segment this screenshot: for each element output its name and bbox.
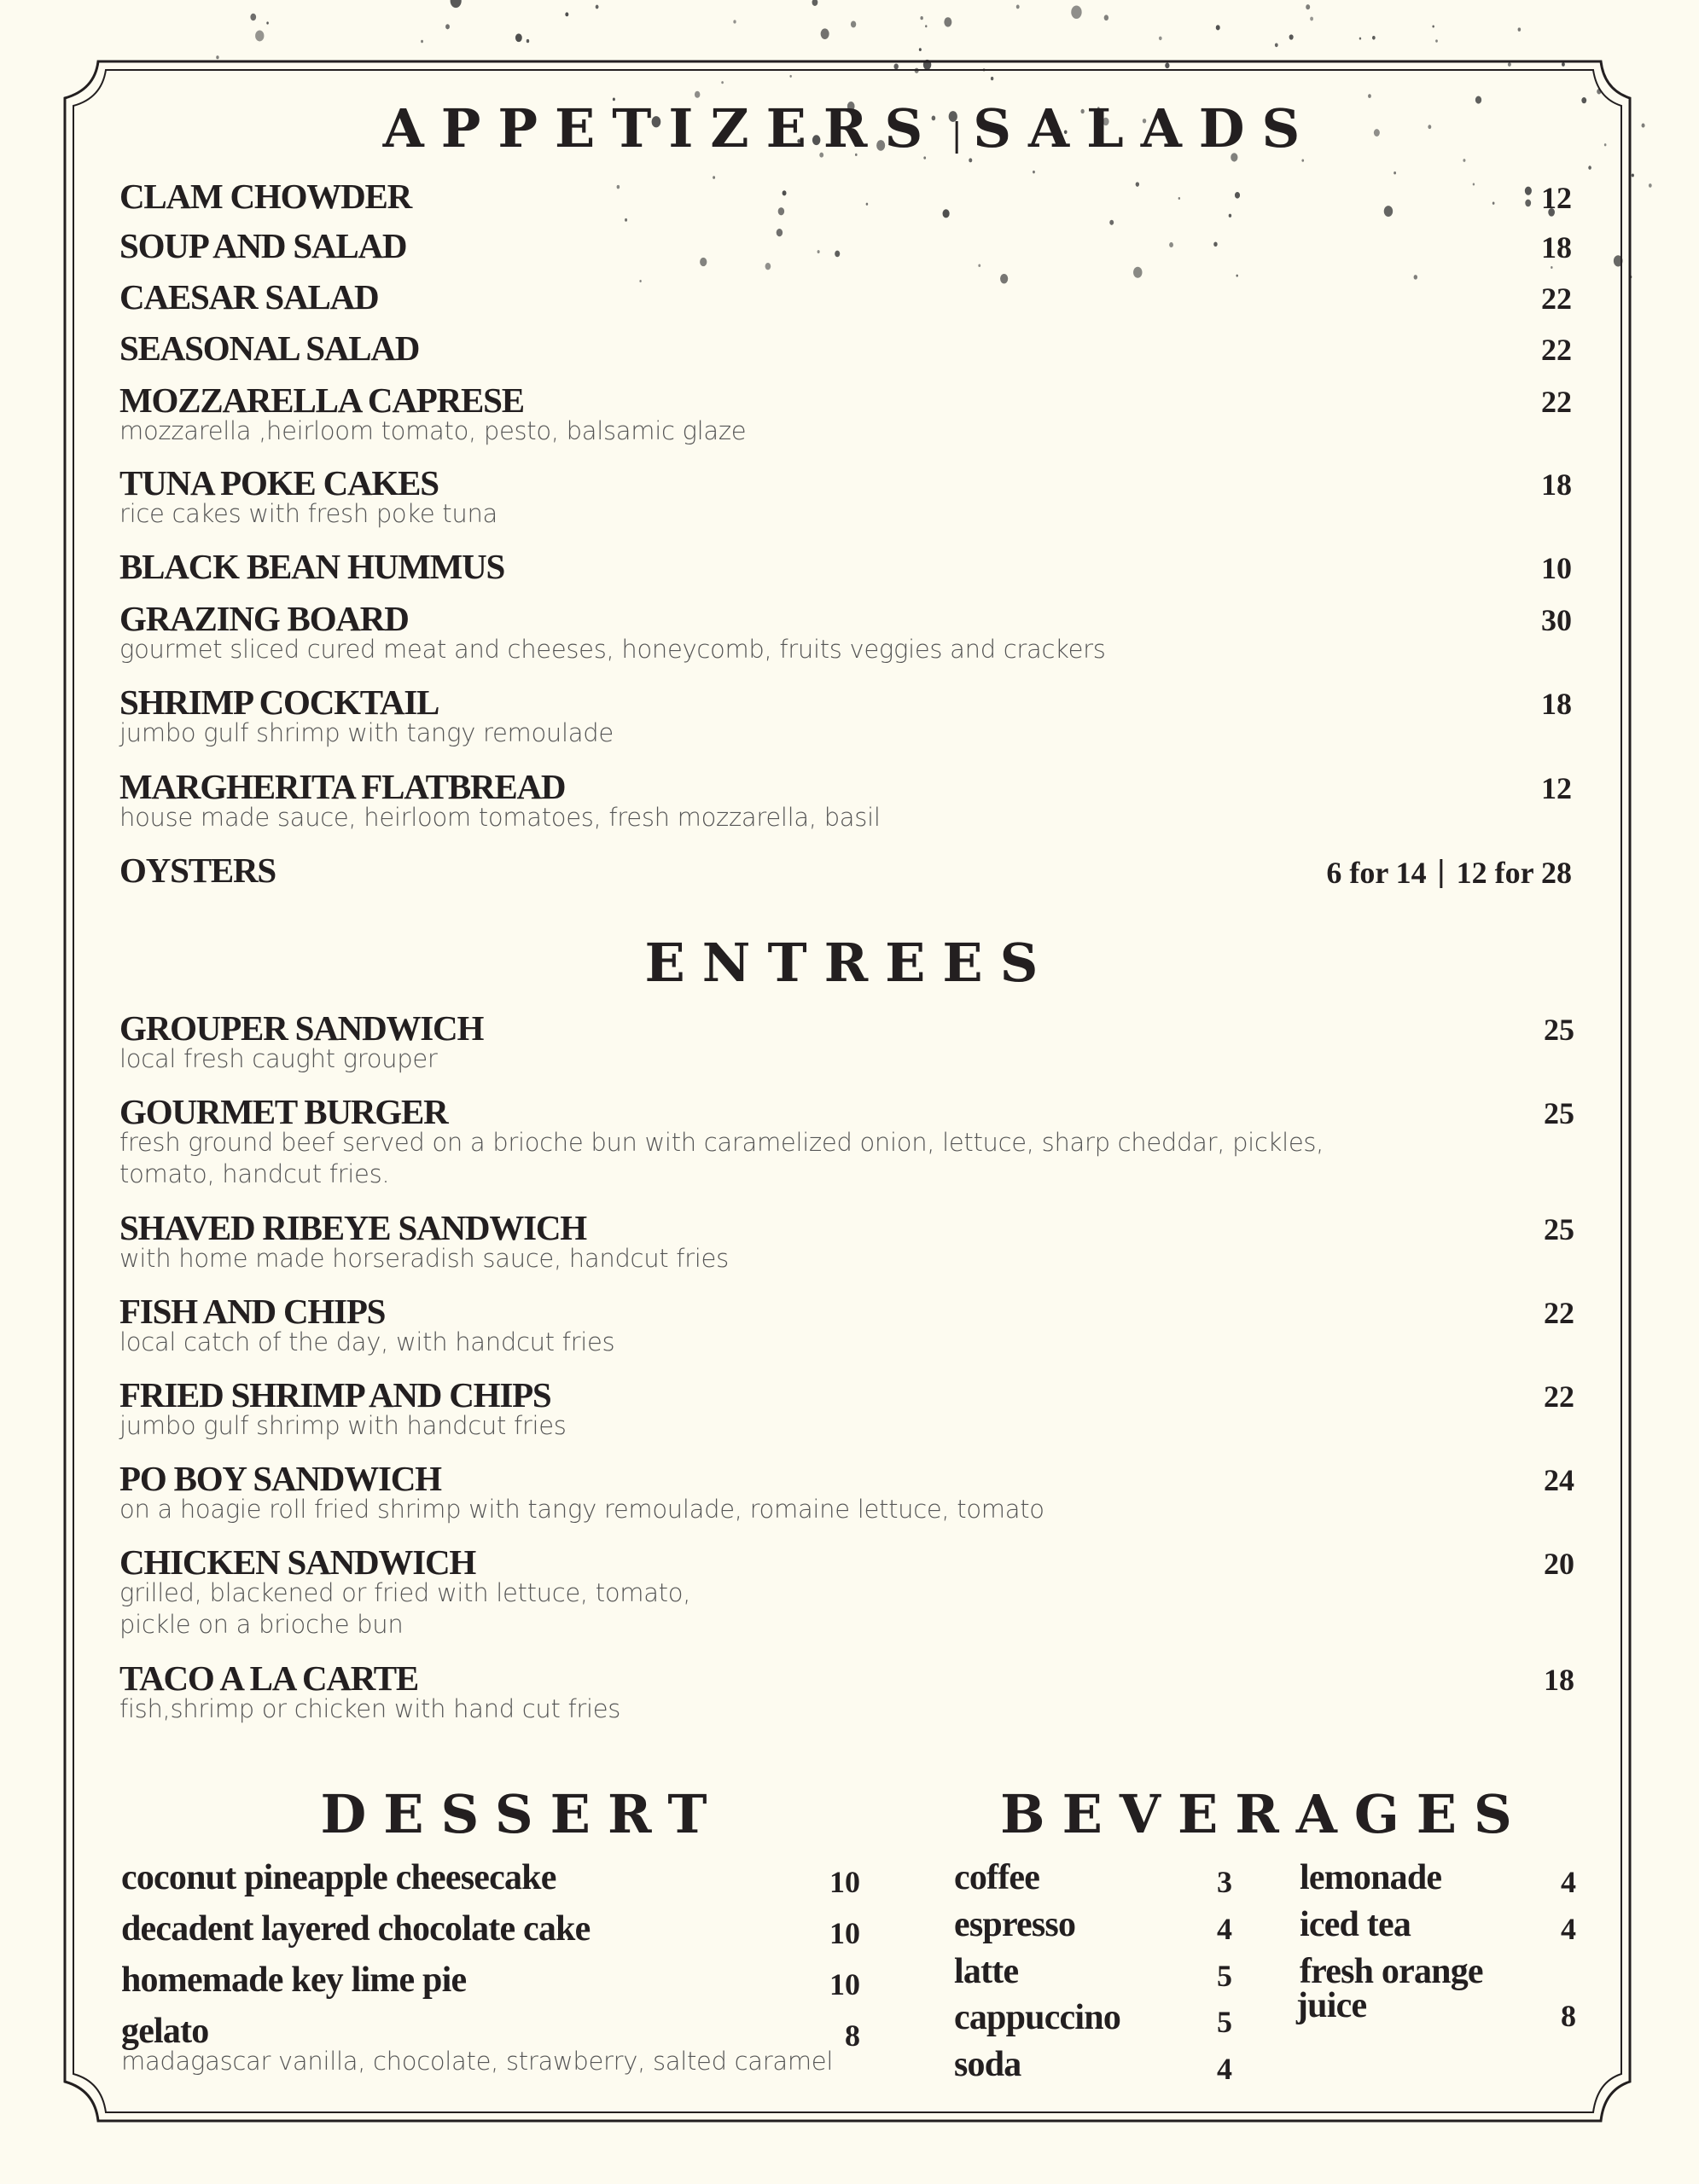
menu-item-name: homemade key lime pie [121, 1960, 467, 2000]
menu-item-description: jumbo gulf shrimp with handcut fries [119, 1411, 567, 1440]
menu-item-name: iced tea [1300, 1905, 1411, 1944]
menu-item-description: mozzarella ,heirloom tomato, pesto, balsamic glaze [119, 416, 747, 445]
menu-item-price: 24 [1544, 1463, 1574, 1497]
beverages-heading: BEVERAGES [1000, 1783, 1529, 1845]
menu-item-description: pickle on a brioche bun [119, 1610, 404, 1639]
menu-item-name: OYSTERS [119, 851, 276, 890]
menu-item-name: SHAVED RIBEYE SANDWICH [119, 1208, 586, 1247]
menu-item-name: CLAM CHOWDER [119, 177, 412, 216]
salads-title: SALADS [973, 97, 1318, 160]
menu-item-price: 10 [829, 1916, 860, 1950]
menu-item-name: cappuccino [954, 1998, 1121, 2037]
price-divider [1440, 859, 1443, 888]
oysters-price [1326, 857, 1572, 888]
menu-item-description: local catch of the day, with handcut fries [119, 1327, 615, 1356]
menu-item-price: 22 [1544, 1296, 1574, 1330]
menu-item-price: 18 [1544, 1663, 1574, 1697]
menu-item-name: SHRIMP COCKTAIL [119, 682, 439, 722]
menu-item-name: coconut pineapple cheesecake [121, 1858, 556, 1897]
menu-item-price: 22 [1541, 282, 1572, 316]
menu-item-name: soda [954, 2045, 1021, 2084]
menu-item-description: fresh ground beef served on a brioche bun with caramelized onion, lettuce, sharp cheddar, pickles, [119, 1128, 1324, 1157]
menu-item-price: 22 [1544, 1380, 1574, 1414]
menu-item-price: 5 [1217, 1959, 1232, 1993]
menu-item-name: GOURMET BURGER [119, 1092, 448, 1131]
menu-item-name: lemonade [1300, 1858, 1442, 1897]
menu-item-name: TACO A LA CARTE [119, 1658, 419, 1698]
menu-item-price: 12 [1541, 771, 1572, 805]
menu-item-description: with home made horseradish sauce, handcut fries [119, 1244, 729, 1273]
menu-item-name: BLACK BEAN HUMMUS [119, 547, 505, 586]
dessert-heading: DESSERT [320, 1783, 724, 1845]
menu-item-price: 12 [1541, 181, 1572, 215]
oysters-price-small: 6 for 14 [1326, 856, 1427, 890]
menu-item-description: local fresh caught grouper [119, 1044, 438, 1073]
menu-item-description: rice cakes with fresh poke tuna [119, 499, 497, 528]
menu-item-price: 10 [1541, 551, 1572, 585]
menu-item-name: latte [954, 1952, 1019, 1991]
menu-item-name: coffee [954, 1858, 1040, 1897]
menu-item-price: 25 [1544, 1013, 1574, 1047]
title-divider [955, 121, 957, 154]
menu-item-name: fresh orange [1300, 1952, 1483, 1991]
appetizers-title: APPETIZERS [382, 97, 940, 160]
menu-item-name: FISH AND CHIPS [119, 1292, 386, 1331]
menu-item-description: house made sauce, heirloom tomatoes, fresh mozzarella, basil [119, 803, 881, 832]
menu-item-price: 18 [1541, 687, 1572, 721]
menu-item-name: espresso [954, 1905, 1076, 1944]
menu-item-name: MOZZARELLA CAPRESE [119, 380, 524, 420]
menu-item-price: 4 [1561, 1865, 1576, 1899]
menu-item-price: 8 [845, 2018, 860, 2053]
menu-item-name: TUNA POKE CAKES [119, 463, 439, 502]
menu-item-name: FRIED SHRIMP AND CHIPS [119, 1375, 551, 1414]
menu-item-name: CHICKEN SANDWICH [119, 1542, 476, 1582]
menu-item-description: grilled, blackened or fried with lettuce, tomato, [119, 1578, 691, 1607]
menu-item-name: PO BOY SANDWICH [119, 1459, 441, 1498]
menu-item-name: MARGHERITA FLATBREAD [119, 767, 566, 806]
menu-item-name: gelato [121, 2012, 209, 2051]
menu-item-name: SEASONAL SALAD [119, 328, 420, 368]
menu-item-description: jumbo gulf shrimp with tangy remoulade [119, 718, 614, 747]
menu-item-price: 4 [1217, 1912, 1232, 1946]
menu-item-name: GROUPER SANDWICH [119, 1008, 484, 1048]
menu-item-price: 20 [1544, 1547, 1574, 1581]
menu-item-description: tomato, handcut fries. [119, 1159, 390, 1188]
menu-item-price: 25 [1544, 1212, 1574, 1246]
menu-item-price: 5 [1217, 2005, 1232, 2039]
menu-item-name: juice [1296, 1986, 1367, 2025]
menu-item-price: 10 [829, 1967, 860, 2001]
menu-item-description: madagascar vanilla, chocolate, strawberry, salted caramel [121, 2047, 834, 2076]
menu-item-price: 3 [1217, 1865, 1232, 1899]
oysters-price-large: 12 for 28 [1456, 856, 1572, 890]
entrees-heading: ENTREES [644, 932, 1056, 994]
menu-item-price: 8 [1561, 1999, 1576, 2033]
menu-item-name: CAESAR SALAD [119, 277, 379, 317]
menu-item-description: on a hoagie roll fried shrimp with tangy remoulade, romaine lettuce, tomato [119, 1495, 1044, 1524]
menu-item-price: 22 [1541, 333, 1572, 367]
menu-item-price: 18 [1541, 230, 1572, 264]
menu-item-description: fish,shrimp or chicken with hand cut fries [119, 1694, 621, 1723]
menu-item-price: 18 [1541, 468, 1572, 502]
menu-item-price: 30 [1541, 603, 1572, 637]
menu-item-price: 22 [1541, 385, 1572, 419]
menu-item-name: decadent layered chocolate cake [121, 1909, 591, 1949]
menu-item-price: 4 [1217, 2052, 1232, 2086]
menu-item-name: GRAZING BOARD [119, 599, 409, 638]
menu-item-price: 25 [1544, 1096, 1574, 1130]
appetizers-salads-heading [382, 97, 1318, 160]
menu-item-name: SOUP AND SALAD [119, 226, 407, 265]
menu-item-price: 4 [1561, 1912, 1576, 1946]
menu-item-description: gourmet sliced cured meat and cheeses, honeycomb, fruits veggies and crackers [119, 635, 1106, 664]
menu-item-price: 10 [829, 1865, 860, 1899]
